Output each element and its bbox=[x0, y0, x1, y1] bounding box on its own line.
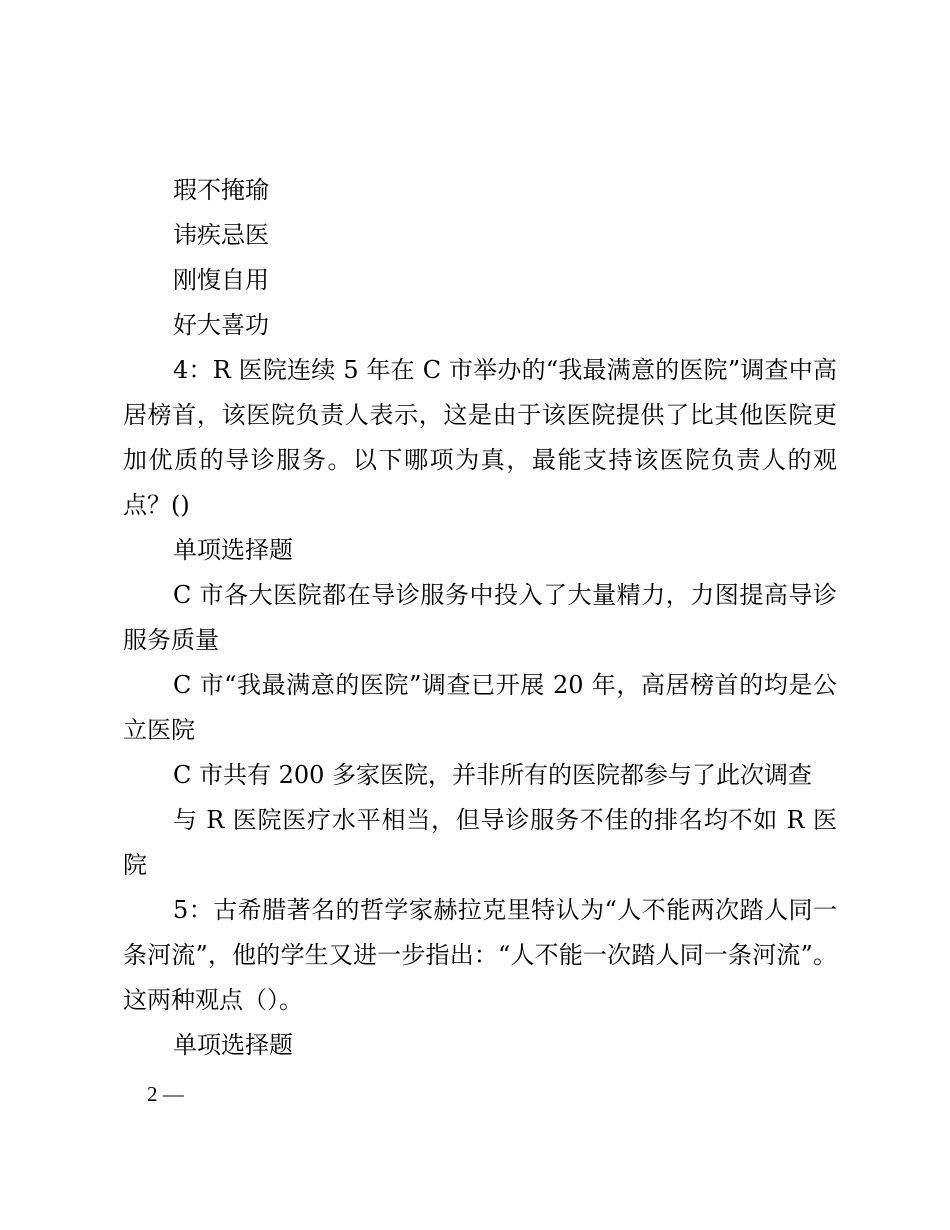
question-type: 单项选择题 bbox=[173, 1031, 293, 1059]
question-text: 4：R 医院连续 5 年在 C 市举办的“我最满意的医院”调查中高居榜首，该医院负责人表示，这是由于该医院提供了比其他医院更加优质的导诊服务。以下哪项为真，最能支持该医院负责人的观点？() bbox=[123, 356, 837, 519]
option-text: 刚愎自用 bbox=[173, 266, 269, 294]
option-text: C 市共有 200 多家医院，并非所有的医院都参与了此次调查 bbox=[173, 761, 813, 789]
option-text: 与 R 医院医疗水平相当，但导诊服务不佳的排名均不如 R 医院 bbox=[123, 806, 837, 879]
option-text: 讳疾忌医 bbox=[173, 221, 269, 249]
option-text: 瑕不掩瑜 bbox=[173, 176, 269, 204]
page-number: 2 — bbox=[147, 1082, 184, 1106]
document-body bbox=[123, 168, 837, 1068]
option-text: C 市各大医院都在导诊服务中投入了大量精力，力图提高导诊服务质量 bbox=[123, 581, 837, 654]
question-text: 5：古希腊著名的哲学家赫拉克里特认为“人不能两次踏人同一条河流”，他的学生又进一步指出：“人不能一次踏人同一条河流”。这两种观点（）。 bbox=[123, 896, 837, 1014]
option-text: C 市“我最满意的医院”调查已开展 20 年，高居榜首的均是公立医院 bbox=[123, 671, 837, 744]
question-type: 单项选择题 bbox=[173, 536, 293, 564]
option-text: 好大喜功 bbox=[173, 311, 269, 339]
